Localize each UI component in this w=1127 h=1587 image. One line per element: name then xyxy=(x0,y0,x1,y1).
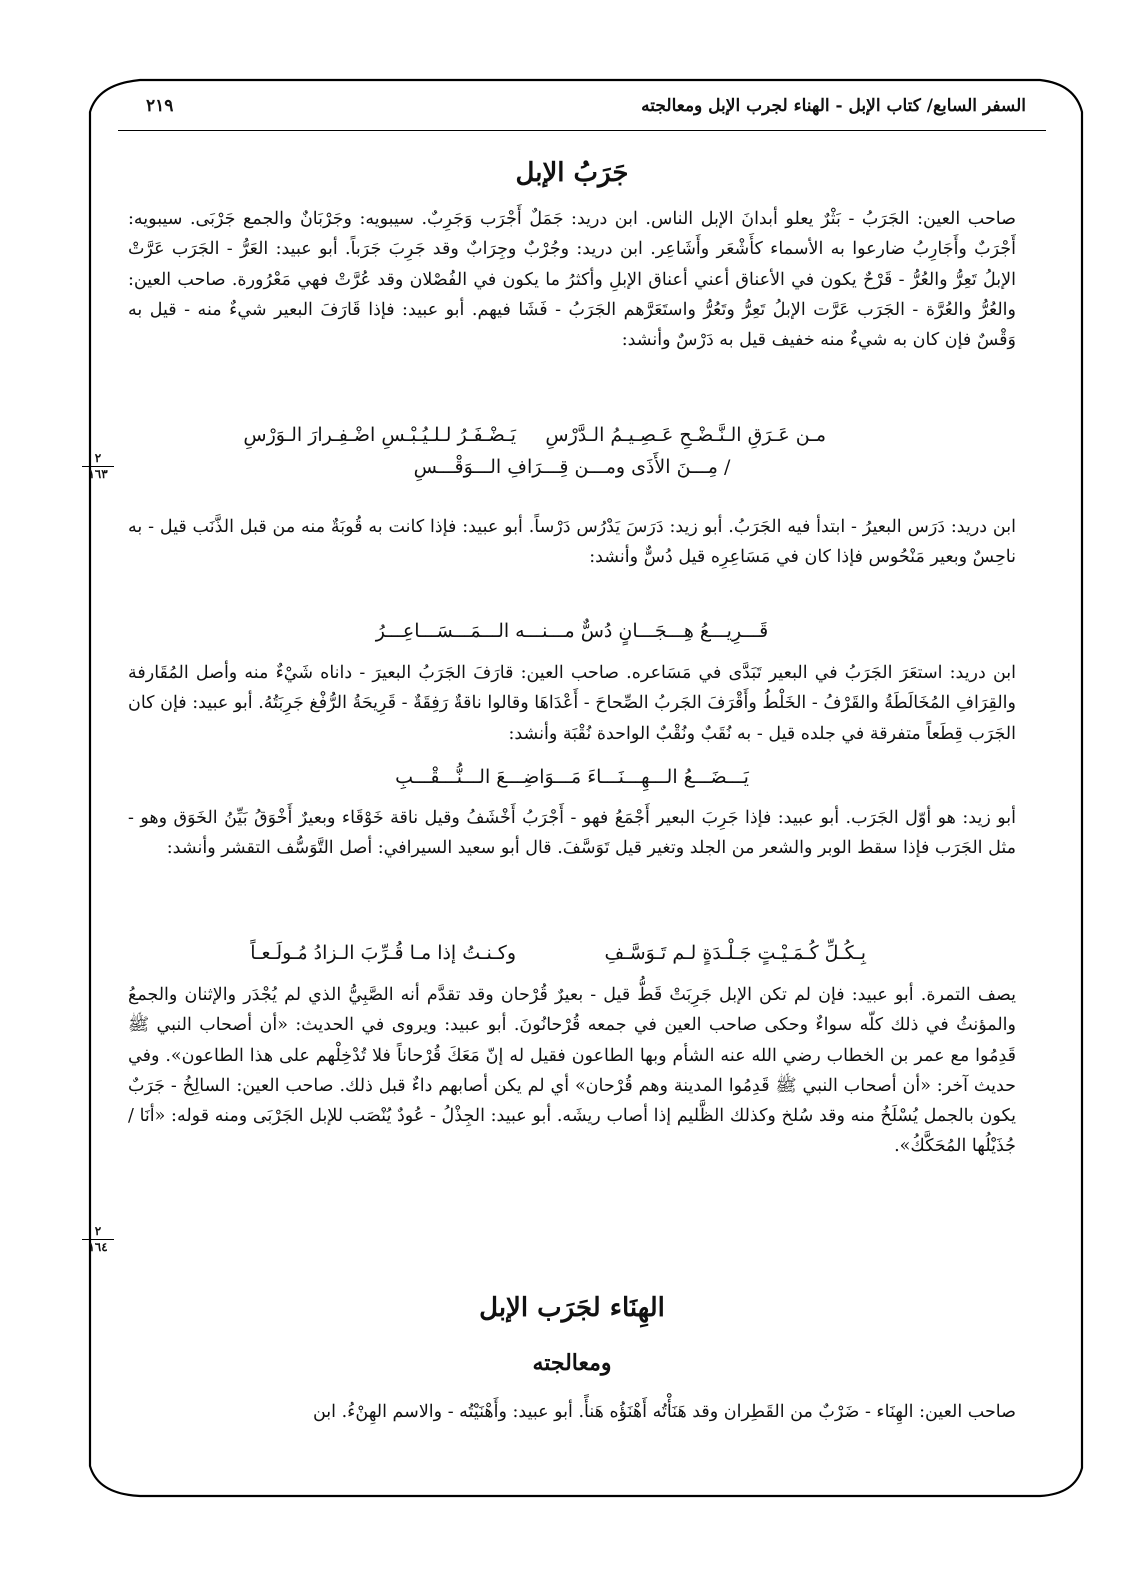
margin-reference-2 xyxy=(78,1225,118,1254)
verse-1-hemistich-1: يَـضْـفَـرُ لـلـيُـبْـسِ اضْـفِـرارَ الـوَرْسِ xyxy=(243,424,516,446)
section-subtitle-treatment: ومعالجته xyxy=(532,1350,612,1376)
verse-4-hemistich-2: بِـكُـلِّ كُـمَـيْـتٍ جَـلْـدَةٍ لـم تَـوَسَّـفِ xyxy=(604,942,866,964)
margin-volume: ٢ xyxy=(94,451,102,465)
paragraph-5: يصف التمرة. أبو عبيد: فإن لم تكن الإبل جَرِبَتْ قَطُّ قيل - بعيرٌ قُرْحان وقد تقدَّم أنه الصَّبِيُّ الذي لم يُجْدَر والإثنان والجمعُ والمؤنثُ في ذلك كلّه سواءٌ وحكى صاحب العين في جمعه قُرْحانُونَ. أبو عبيد: ويروى في الحديث: «أن أصحاب النبي ﷺ قَدِمُوا مع عمر بن الخطاب رضي الله عنه الشأم وبها الطاعون فقيل له إنّ مَعَكَ قُرْحاناً فلا تُدْخِلْهم على هذا الطاعون». وفي حديث آخر: «أن أصحاب النبي ﷺ قَدِمُوا المدينة وهم قُرْحان» أي لم يكن أصابهم داءٌ قبل ذلك. صاحب العين: السالِخُ - جَرَبٌ يكون بالجمل يُسْلَخُ منه وقد سُلخ وكذلك الظَّليم إذا أصاب ريشَه. أبو عبيد: الجِذْلُ - عُودٌ يُنْصَب للإبل الجَرْبَى ومنه قوله: «أنَا / جُذَيْلُها المُحَكَّكُ». xyxy=(128,985,1016,1157)
margin-volume: ٢ xyxy=(94,1224,102,1238)
margin-page: ١٦٤ xyxy=(88,1240,108,1254)
verse-3: يَـــضَـــعُ الـــهِـــنَـــاءَ مَـــوَاضِـــعَ الـــنُّـــقْـــبِ xyxy=(395,766,749,788)
verse-4-hemistich-1: وكـنـتُ إذا مـا قُـرِّبَ الـزادُ مُـولَـعـاً xyxy=(250,942,516,964)
paragraph-4: أبو زيد: هو أوّل الجَرَب. أبو عبيد: فإذا جَرِبَ البعير أَجْمَعُ فهو - أَجْرَبُ أَخْشَفُ وقيل ناقة خَوْقَاء وبعيرٌ أَخْوَقُ بَيِّنُ الخَوَق وهو - مثل الجَرَب فإذا سقط الوبر والشعر من الجلد وتغير قيل تَوَسَّفَ. قال أبو سعيد السيرافي: أصل التَّوَسُّف التقشر وأنشد: xyxy=(128,808,1016,859)
running-head xyxy=(128,92,1026,122)
section-title-jarab: جَرَبُ الإبل xyxy=(515,158,629,188)
verse-2: قَـــرِيـــعُ هِـــجَـــانٍ دُسٌّ مـــنـــه الـــمَـــسَـــاعِـــرُ xyxy=(375,620,769,642)
margin-page: ١٦٣ xyxy=(88,467,108,481)
paragraph-1: صاحب العين: الجَرَبُ - بَثْرٌ يعلو أبدانَ الإبل الناس. ابن دريد: جَمَلٌ أَجْرَب وَجَرِبٌ. سيبويه: وجَرْبَانٌ والجمع جَرْبَى. سيبويه: أَجْرَبٌ وأَجَارِبُ ضارعوا به الأسماء كأَشْعَر وأَشَاعِر. ابن دريد: وجُرْبٌ وجِرَابٌ وقد جَرِبَ جَرَباً. أبو عبيد: العَرُّ - الجَرَب عَرَّتْ الإبلُ تَعِرُّ والعُرُّ - قَرْحٌ يكون في الأعناق أعني أعناق الإبلِ وأكثرُ ما يكون في الفُصْلان وقد عُرَّتْ فهي مَعْرُورة. صاحب العين: والعُرُّ والعُرَّة - الجَرَب عَرَّت الإبلُ تَعِرُّ وتَعُرُّ واستَعَرَّهم الجَرَبُ - فَشَا فيهم. أبو عبيد: فإذا قَارَفَ البعير شيءٌ منه - قيل به وَقْسٌ فإن كان به شيءٌ منه خفيف قيل به دَرْسٌ وأنشد: xyxy=(128,209,1016,351)
paragraph-2: ابن دريد: دَرَس البعيرُ - ابتدأ فيه الجَرَبُ. أبو زيد: دَرَسَ يَدْرُس دَرْساً. أبو عبيد: فإذا كانت به قُوبَةٌ منه من قبل الذَّنَب قيل - به ناحِسٌ وبعير مَنْحُوس فإذا كان في مَسَاعِرِه قيل دُسٌّ وأنشد: xyxy=(128,517,1016,568)
section-title-hina: الهِنَاء لجَرَب الإبل xyxy=(479,1293,665,1323)
book-page xyxy=(128,80,1026,1490)
verse-1-hemistich-2: مـن عَـرَقِ الـنَّـضْـحِ عَـصِـيـمُ الـدَّرْسِ xyxy=(545,424,826,446)
paragraph-3: ابن دريد: استعَرَ الجَرَبُ في البعير تَبَدَّى في مَسَاعره. صاحب العين: قارَفَ الجَرَبُ البعيرَ - داناه شَيْءٌ منه وأصل المُقَارفة والقِرَافِ المُخَالَطَةُ والقَرْفُ - الخَلْطُ وأَقْرَفَ الجَربُ الصِّحاحَ - أَعْدَاهَا وقالوا ناقةٌ رَفِقَةٌ - قَرِيحَةُ الرُّفْغ جَرِبَتُهُ. أبو عبيد: فإن كان الجَرَب قِطَعاً متفرقة في جلده قيل - به نُقَبٌ ونُقْبٌ الواحدة نُقْبَة وأنشد: xyxy=(128,663,1016,744)
page-number: ٢١٩ xyxy=(146,96,174,116)
paragraph-6: صاحب العين: الهِنَاء - ضَرْبٌ من القَطِران وقد هَنَأْتُه أَهْنَؤُه هَنأً. أبو عبيد: وأَهْنَيْتُه - والاسم الهِنْءُ. ابن xyxy=(312,1402,1016,1422)
verse-1-line-2: / مِـــنَ الأَذَى ومـــن قِـــرَافِ الـــوَقْـــسِ xyxy=(413,456,731,478)
header-rule xyxy=(118,130,1046,131)
margin-reference-1 xyxy=(78,452,118,481)
running-title: السفر السابع/ كتاب الإبل - الهناء لجرب الإبل ومعالجته xyxy=(641,96,1026,116)
